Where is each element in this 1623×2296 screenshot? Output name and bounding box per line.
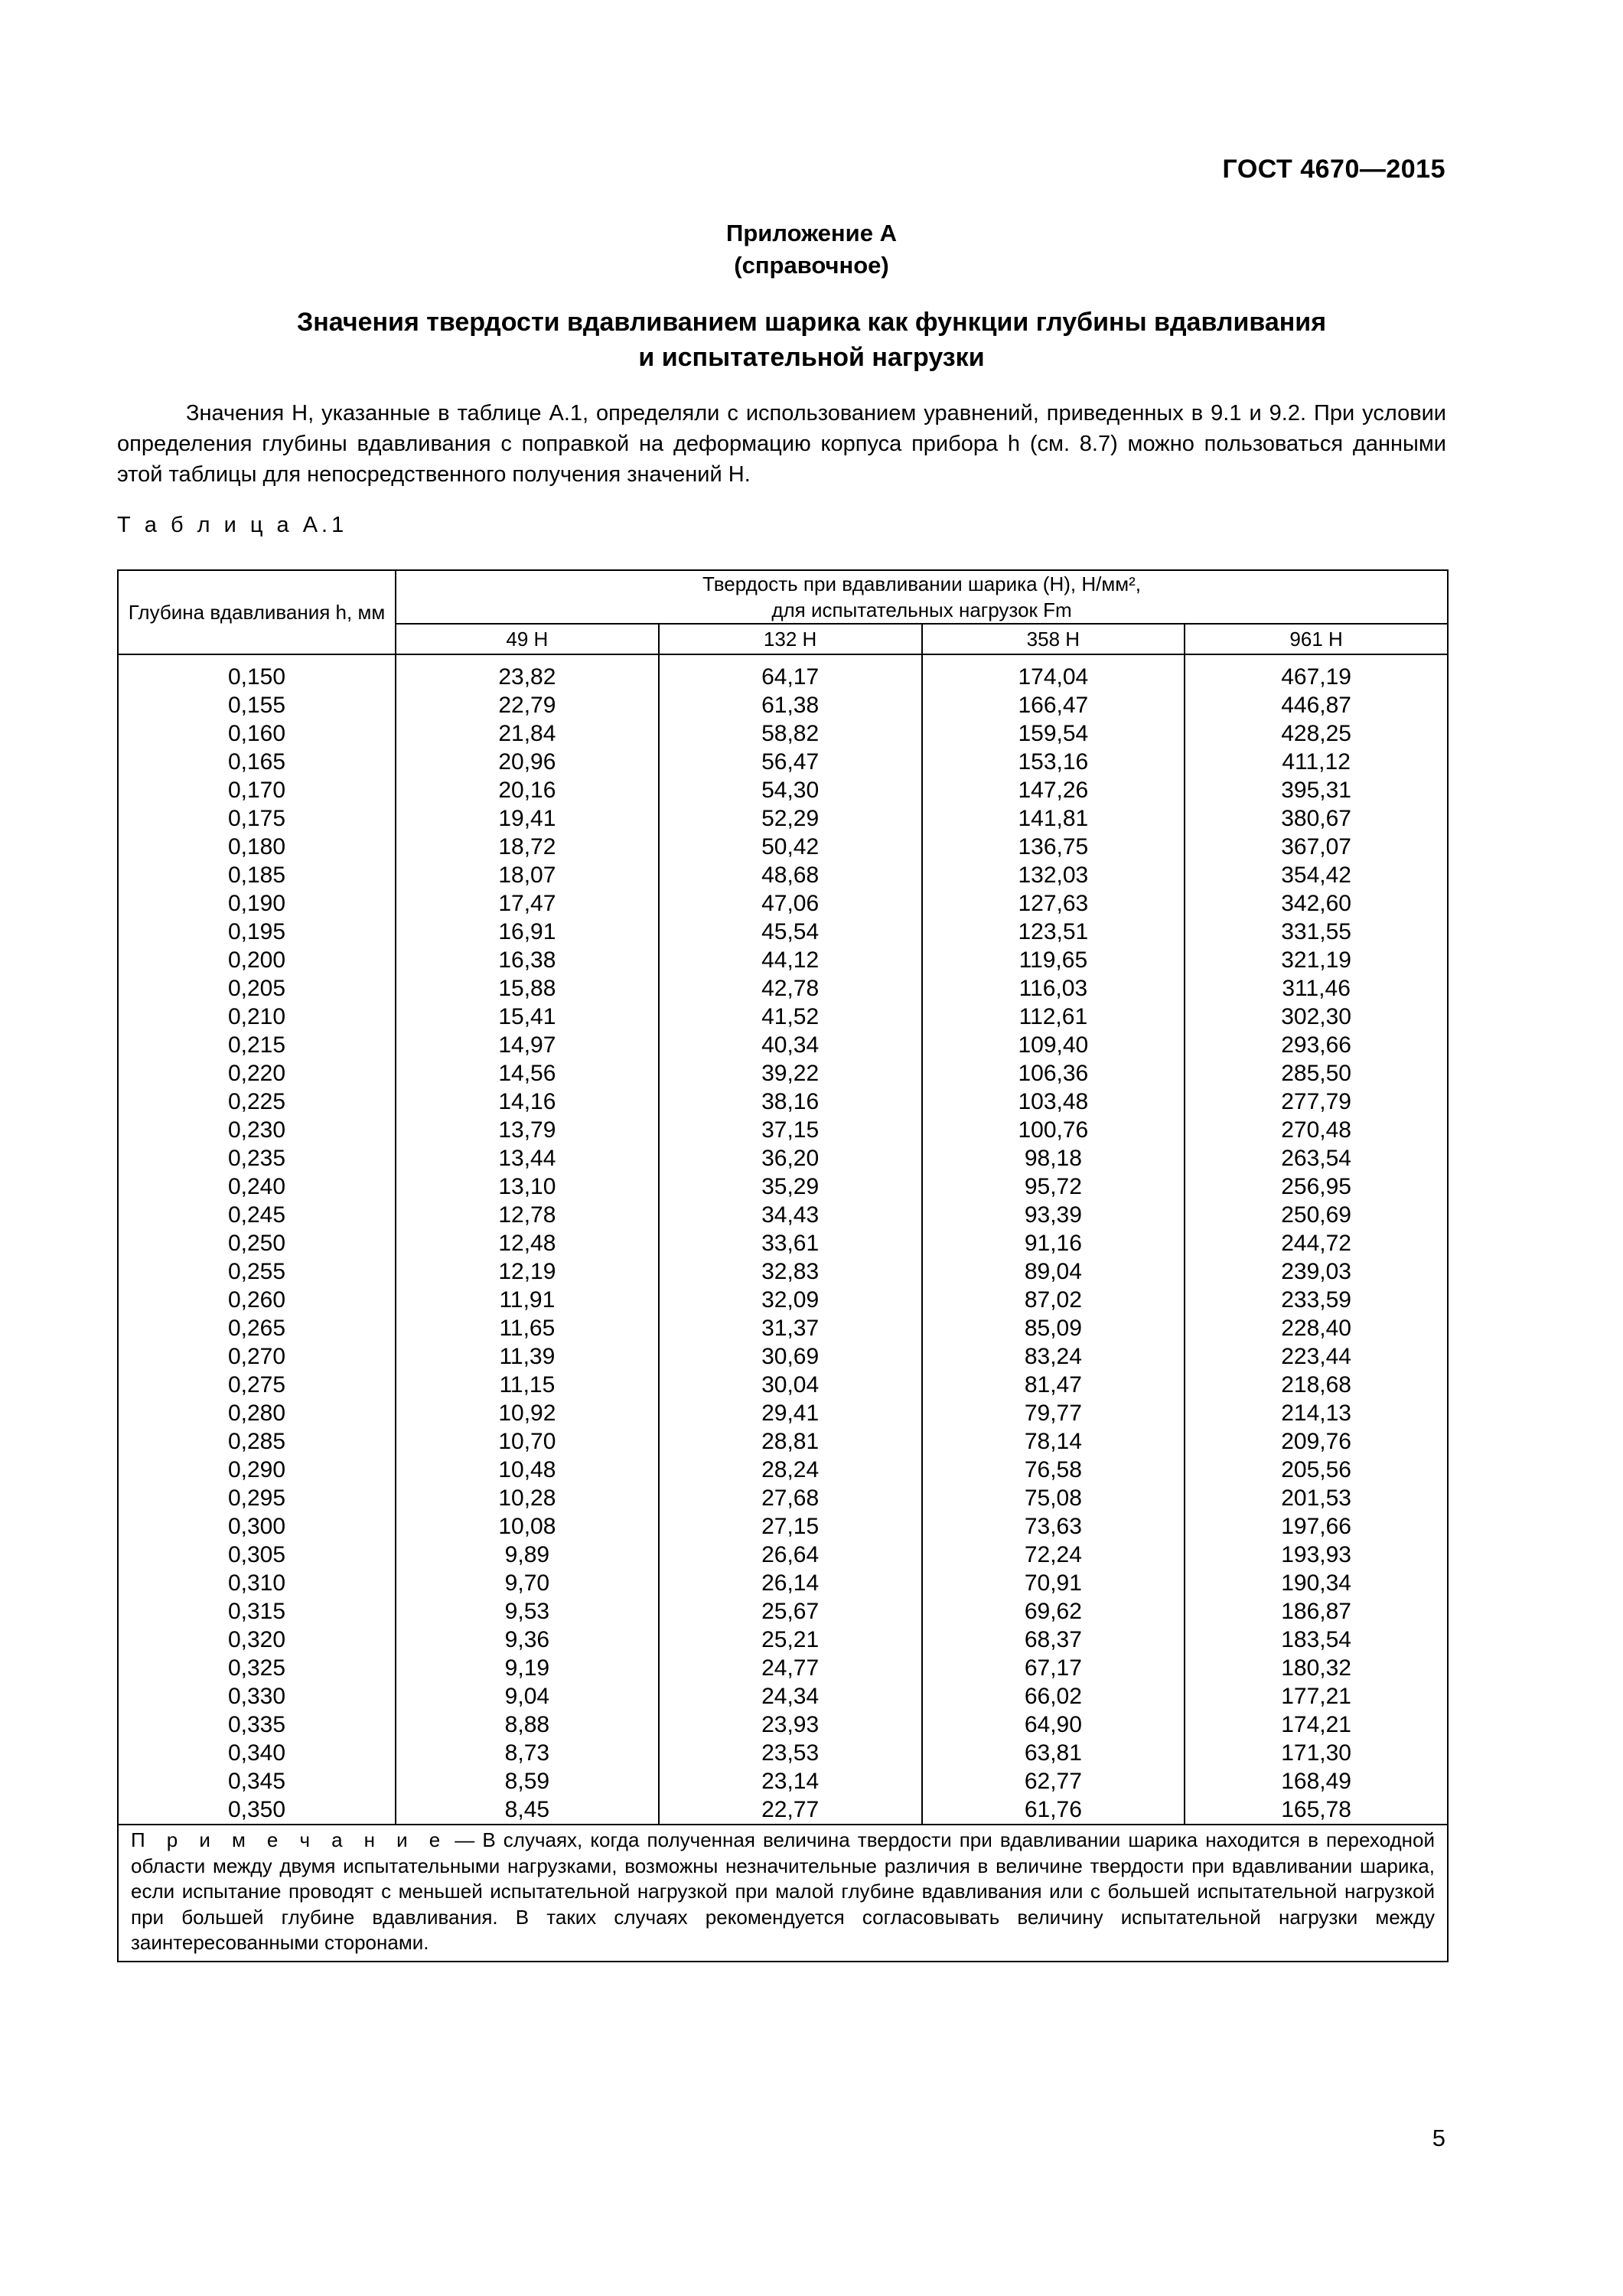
table-note — [118, 1825, 1448, 1962]
hardness-358n-cell: 123,51 — [922, 918, 1185, 946]
depth-cell: 0,210 — [118, 1003, 396, 1031]
hardness-49n-cell: 9,70 — [396, 1569, 659, 1597]
depth-cell: 0,330 — [118, 1682, 396, 1711]
hardness-132n-cell: 24,77 — [659, 1654, 922, 1682]
hardness-961n-cell: 244,72 — [1185, 1229, 1448, 1257]
depth-cell: 0,225 — [118, 1088, 396, 1116]
hardness-961n-cell: 218,68 — [1185, 1371, 1448, 1399]
hardness-132n-cell: 52,29 — [659, 804, 922, 833]
table-row — [118, 1314, 1448, 1342]
hardness-132n-cell: 48,68 — [659, 861, 922, 889]
hardness-49n-cell: 10,28 — [396, 1484, 659, 1512]
hardness-961n-cell: 233,59 — [1185, 1286, 1448, 1314]
depth-cell: 0,240 — [118, 1172, 396, 1201]
table-row — [118, 1597, 1448, 1626]
hardness-132n-cell: 29,41 — [659, 1399, 922, 1427]
depth-cell: 0,310 — [118, 1569, 396, 1597]
depth-header-text: Глубина вдавливания h, мм — [128, 601, 386, 624]
hardness-49n-cell: 11,91 — [396, 1286, 659, 1314]
hardness-132n-cell: 45,54 — [659, 918, 922, 946]
hardness-49n-cell: 13,79 — [396, 1116, 659, 1144]
depth-cell: 0,170 — [118, 776, 396, 804]
note-label: П р и м е ч а н и е — [131, 1828, 448, 1851]
depth-cell: 0,285 — [118, 1427, 396, 1456]
hardness-961n-cell: 302,30 — [1185, 1003, 1448, 1031]
hardness-49n-cell: 18,07 — [396, 861, 659, 889]
depth-column-header — [118, 570, 396, 654]
hardness-group-header — [396, 570, 1448, 624]
hardness-358n-cell: 106,36 — [922, 1059, 1185, 1088]
hardness-132n-cell: 58,82 — [659, 719, 922, 748]
hardness-961n-cell: 209,76 — [1185, 1427, 1448, 1456]
hardness-358n-cell: 93,39 — [922, 1201, 1185, 1229]
hardness-132n-cell: 28,81 — [659, 1427, 922, 1456]
hardness-961n-cell: 321,19 — [1185, 946, 1448, 974]
hardness-358n-cell: 67,17 — [922, 1654, 1185, 1682]
hardness-358n-cell: 64,90 — [922, 1711, 1185, 1739]
depth-cell: 0,155 — [118, 691, 396, 719]
depth-cell: 0,245 — [118, 1201, 396, 1229]
hardness-358n-cell: 87,02 — [922, 1286, 1185, 1314]
depth-cell: 0,180 — [118, 833, 396, 861]
hardness-49n-cell: 8,73 — [396, 1739, 659, 1767]
load-column-header: 49 Н — [396, 624, 659, 654]
hardness-358n-cell: 103,48 — [922, 1088, 1185, 1116]
hardness-358n-cell: 147,26 — [922, 776, 1185, 804]
hardness-961n-cell: 190,34 — [1185, 1569, 1448, 1597]
hardness-49n-cell: 10,70 — [396, 1427, 659, 1456]
depth-cell: 0,265 — [118, 1314, 396, 1342]
table-row — [118, 833, 1448, 861]
hardness-49n-cell: 20,16 — [396, 776, 659, 804]
hardness-132n-cell: 30,69 — [659, 1342, 922, 1371]
hardness-49n-cell: 17,47 — [396, 889, 659, 918]
hardness-358n-cell: 100,76 — [922, 1116, 1185, 1144]
table-row — [118, 974, 1448, 1003]
hardness-961n-cell: 277,79 — [1185, 1088, 1448, 1116]
table-row — [118, 1654, 1448, 1682]
table-row — [118, 654, 1448, 691]
table-row — [118, 1088, 1448, 1116]
hardness-961n-cell: 428,25 — [1185, 719, 1448, 748]
hardness-132n-cell: 56,47 — [659, 748, 922, 776]
hardness-132n-cell: 42,78 — [659, 974, 922, 1003]
hardness-961n-cell: 193,93 — [1185, 1541, 1448, 1569]
hardness-49n-cell: 14,56 — [396, 1059, 659, 1088]
hardness-961n-cell: 205,56 — [1185, 1456, 1448, 1484]
hardness-961n-cell: 263,54 — [1185, 1144, 1448, 1172]
load-column-header: 132 Н — [659, 624, 922, 654]
depth-cell: 0,270 — [118, 1342, 396, 1371]
table-row — [118, 1201, 1448, 1229]
hardness-49n-cell: 8,45 — [396, 1795, 659, 1825]
table-row — [118, 1427, 1448, 1456]
hardness-358n-cell: 89,04 — [922, 1257, 1185, 1286]
hardness-961n-cell: 342,60 — [1185, 889, 1448, 918]
title-line-2: и испытательной нагрузки — [638, 343, 985, 372]
depth-cell: 0,255 — [118, 1257, 396, 1286]
depth-cell: 0,315 — [118, 1597, 396, 1626]
depth-cell: 0,230 — [118, 1116, 396, 1144]
table-row — [118, 1767, 1448, 1795]
hardness-132n-cell: 44,12 — [659, 946, 922, 974]
table-row — [118, 1512, 1448, 1541]
hardness-961n-cell: 214,13 — [1185, 1399, 1448, 1427]
hardness-49n-cell: 12,19 — [396, 1257, 659, 1286]
hardness-132n-cell: 64,17 — [659, 654, 922, 691]
hardness-358n-cell: 109,40 — [922, 1031, 1185, 1059]
hardness-961n-cell: 250,69 — [1185, 1201, 1448, 1229]
depth-cell: 0,350 — [118, 1795, 396, 1825]
table-row — [118, 1371, 1448, 1399]
hardness-132n-cell: 47,06 — [659, 889, 922, 918]
hardness-358n-cell: 116,03 — [922, 974, 1185, 1003]
table-row — [118, 1541, 1448, 1569]
hardness-358n-cell: 141,81 — [922, 804, 1185, 833]
hardness-358n-cell: 70,91 — [922, 1569, 1185, 1597]
hardness-961n-cell: 446,87 — [1185, 691, 1448, 719]
table-row — [118, 1682, 1448, 1711]
hardness-961n-cell: 331,55 — [1185, 918, 1448, 946]
hardness-49n-cell: 9,36 — [396, 1626, 659, 1654]
hardness-132n-cell: 23,53 — [659, 1739, 922, 1767]
hardness-49n-cell: 9,53 — [396, 1597, 659, 1626]
hardness-132n-cell: 32,09 — [659, 1286, 922, 1314]
table-row — [118, 1229, 1448, 1257]
appendix-heading — [0, 217, 1623, 282]
table-row — [118, 1059, 1448, 1088]
hardness-961n-cell: 223,44 — [1185, 1342, 1448, 1371]
hardness-132n-cell: 26,64 — [659, 1541, 922, 1569]
hardness-358n-cell: 69,62 — [922, 1597, 1185, 1626]
hardness-961n-cell: 174,21 — [1185, 1711, 1448, 1739]
hardness-358n-cell: 166,47 — [922, 691, 1185, 719]
table-row — [118, 1342, 1448, 1371]
hardness-49n-cell: 16,38 — [396, 946, 659, 974]
hardness-49n-cell: 16,91 — [396, 918, 659, 946]
hardness-358n-cell: 153,16 — [922, 748, 1185, 776]
hardness-961n-cell: 256,95 — [1185, 1172, 1448, 1201]
hardness-49n-cell: 11,39 — [396, 1342, 659, 1371]
hardness-358n-cell: 136,75 — [922, 833, 1185, 861]
hardness-961n-cell: 367,07 — [1185, 833, 1448, 861]
table-row — [118, 1456, 1448, 1484]
hardness-358n-cell: 83,24 — [922, 1342, 1185, 1371]
hardness-961n-cell: 168,49 — [1185, 1767, 1448, 1795]
hardness-132n-cell: 50,42 — [659, 833, 922, 861]
load-column-header: 961 Н — [1185, 624, 1448, 654]
hardness-132n-cell: 41,52 — [659, 1003, 922, 1031]
depth-cell: 0,250 — [118, 1229, 396, 1257]
hardness-961n-cell: 285,50 — [1185, 1059, 1448, 1088]
hardness-132n-cell: 31,37 — [659, 1314, 922, 1342]
hardness-961n-cell: 228,40 — [1185, 1314, 1448, 1342]
hardness-132n-cell: 30,04 — [659, 1371, 922, 1399]
hardness-132n-cell: 39,22 — [659, 1059, 922, 1088]
hardness-358n-cell: 75,08 — [922, 1484, 1185, 1512]
appendix-title: Приложение А — [726, 220, 897, 246]
hardness-961n-cell: 354,42 — [1185, 861, 1448, 889]
group-header-line-1: Твердость при вдавливании шарика (Н), Н/мм², — [702, 572, 1141, 595]
hardness-358n-cell: 91,16 — [922, 1229, 1185, 1257]
hardness-358n-cell: 98,18 — [922, 1144, 1185, 1172]
table-row — [118, 719, 1448, 748]
hardness-132n-cell: 28,24 — [659, 1456, 922, 1484]
hardness-49n-cell: 14,16 — [396, 1088, 659, 1116]
hardness-961n-cell: 239,03 — [1185, 1257, 1448, 1286]
title-line-1: Значения твердости вдавливанием шарика как функции глубины вдавливания — [296, 308, 1327, 337]
hardness-49n-cell: 9,04 — [396, 1682, 659, 1711]
hardness-358n-cell: 127,63 — [922, 889, 1185, 918]
hardness-132n-cell: 23,93 — [659, 1711, 922, 1739]
load-column-header: 358 Н — [922, 624, 1185, 654]
hardness-961n-cell: 197,66 — [1185, 1512, 1448, 1541]
depth-cell: 0,320 — [118, 1626, 396, 1654]
hardness-49n-cell: 10,92 — [396, 1399, 659, 1427]
hardness-49n-cell: 12,78 — [396, 1201, 659, 1229]
hardness-358n-cell: 119,65 — [922, 946, 1185, 974]
table-row — [118, 1116, 1448, 1144]
hardness-132n-cell: 37,15 — [659, 1116, 922, 1144]
hardness-49n-cell: 18,72 — [396, 833, 659, 861]
depth-cell: 0,335 — [118, 1711, 396, 1739]
hardness-132n-cell: 33,61 — [659, 1229, 922, 1257]
hardness-132n-cell: 61,38 — [659, 691, 922, 719]
hardness-49n-cell: 9,89 — [396, 1541, 659, 1569]
table-row — [118, 1286, 1448, 1314]
hardness-358n-cell: 132,03 — [922, 861, 1185, 889]
table-row — [118, 1144, 1448, 1172]
table-row — [118, 1257, 1448, 1286]
hardness-49n-cell: 8,88 — [396, 1711, 659, 1739]
table-row — [118, 889, 1448, 918]
hardness-49n-cell: 20,96 — [396, 748, 659, 776]
table-note-row — [118, 1825, 1448, 1962]
hardness-358n-cell: 61,76 — [922, 1795, 1185, 1825]
depth-cell: 0,290 — [118, 1456, 396, 1484]
intro-paragraph — [117, 398, 1446, 490]
table-row — [118, 1484, 1448, 1512]
hardness-358n-cell: 68,37 — [922, 1626, 1185, 1654]
hardness-358n-cell: 85,09 — [922, 1314, 1185, 1342]
hardness-961n-cell: 180,32 — [1185, 1654, 1448, 1682]
table-row — [118, 691, 1448, 719]
table-row — [118, 1739, 1448, 1767]
depth-cell: 0,280 — [118, 1399, 396, 1427]
hardness-table-container — [117, 569, 1449, 1962]
table-row — [118, 804, 1448, 833]
depth-cell: 0,340 — [118, 1739, 396, 1767]
hardness-49n-cell: 10,08 — [396, 1512, 659, 1541]
table-row — [118, 1399, 1448, 1427]
hardness-358n-cell: 76,58 — [922, 1456, 1185, 1484]
hardness-49n-cell: 9,19 — [396, 1654, 659, 1682]
depth-cell: 0,325 — [118, 1654, 396, 1682]
hardness-49n-cell: 8,59 — [396, 1767, 659, 1795]
hardness-961n-cell: 293,66 — [1185, 1031, 1448, 1059]
hardness-132n-cell: 35,29 — [659, 1172, 922, 1201]
hardness-49n-cell: 13,44 — [396, 1144, 659, 1172]
intro-text: Значения H, указанные в таблице А.1, определяли с использованием уравнений, приведенных в 9.1 и 9.2. При условии определения глубины вдавливания с поправкой на деформацию корпуса прибора h (см. 8.7) можно пользоваться данными этой таблицы для непосредственного получения значений Н. — [117, 401, 1446, 487]
appendix-type: (справочное) — [734, 252, 889, 279]
table-row — [118, 1795, 1448, 1825]
hardness-49n-cell: 15,88 — [396, 974, 659, 1003]
hardness-132n-cell: 23,14 — [659, 1767, 922, 1795]
hardness-358n-cell: 112,61 — [922, 1003, 1185, 1031]
depth-cell: 0,205 — [118, 974, 396, 1003]
table-caption: Т а б л и ц а А.1 — [117, 513, 348, 537]
hardness-132n-cell: 26,14 — [659, 1569, 922, 1597]
hardness-132n-cell: 36,20 — [659, 1144, 922, 1172]
depth-cell: 0,165 — [118, 748, 396, 776]
depth-cell: 0,195 — [118, 918, 396, 946]
hardness-132n-cell: 38,16 — [659, 1088, 922, 1116]
depth-cell: 0,185 — [118, 861, 396, 889]
hardness-358n-cell: 95,72 — [922, 1172, 1185, 1201]
hardness-49n-cell: 14,97 — [396, 1031, 659, 1059]
hardness-358n-cell: 73,63 — [922, 1512, 1185, 1541]
page-title — [0, 305, 1623, 375]
hardness-358n-cell: 78,14 — [922, 1427, 1185, 1456]
hardness-961n-cell: 411,12 — [1185, 748, 1448, 776]
depth-cell: 0,160 — [118, 719, 396, 748]
depth-cell: 0,215 — [118, 1031, 396, 1059]
depth-cell: 0,150 — [118, 654, 396, 691]
hardness-358n-cell: 72,24 — [922, 1541, 1185, 1569]
table-row — [118, 748, 1448, 776]
hardness-961n-cell: 171,30 — [1185, 1739, 1448, 1767]
hardness-358n-cell: 62,77 — [922, 1767, 1185, 1795]
depth-cell: 0,235 — [118, 1144, 396, 1172]
hardness-132n-cell: 24,34 — [659, 1682, 922, 1711]
hardness-132n-cell: 54,30 — [659, 776, 922, 804]
hardness-132n-cell: 32,83 — [659, 1257, 922, 1286]
hardness-358n-cell: 63,81 — [922, 1739, 1185, 1767]
table-row — [118, 946, 1448, 974]
depth-cell: 0,300 — [118, 1512, 396, 1541]
hardness-132n-cell: 25,21 — [659, 1626, 922, 1654]
table-row — [118, 1031, 1448, 1059]
table-row — [118, 776, 1448, 804]
hardness-132n-cell: 27,68 — [659, 1484, 922, 1512]
page-number: 5 — [1432, 2125, 1445, 2151]
hardness-49n-cell: 22,79 — [396, 691, 659, 719]
hardness-358n-cell: 81,47 — [922, 1371, 1185, 1399]
hardness-132n-cell: 27,15 — [659, 1512, 922, 1541]
depth-cell: 0,295 — [118, 1484, 396, 1512]
hardness-961n-cell: 270,48 — [1185, 1116, 1448, 1144]
table-row — [118, 1711, 1448, 1739]
hardness-132n-cell: 40,34 — [659, 1031, 922, 1059]
table-row — [118, 918, 1448, 946]
depth-cell: 0,345 — [118, 1767, 396, 1795]
hardness-961n-cell: 201,53 — [1185, 1484, 1448, 1512]
hardness-132n-cell: 22,77 — [659, 1795, 922, 1825]
standard-number: ГОСТ 4670—2015 — [1222, 155, 1445, 184]
depth-cell: 0,175 — [118, 804, 396, 833]
table-row — [118, 1003, 1448, 1031]
hardness-132n-cell: 34,43 — [659, 1201, 922, 1229]
table-row — [118, 1626, 1448, 1654]
depth-cell: 0,190 — [118, 889, 396, 918]
hardness-961n-cell: 165,78 — [1185, 1795, 1448, 1825]
hardness-961n-cell: 186,87 — [1185, 1597, 1448, 1626]
depth-cell: 0,220 — [118, 1059, 396, 1088]
hardness-961n-cell: 395,31 — [1185, 776, 1448, 804]
hardness-49n-cell: 12,48 — [396, 1229, 659, 1257]
hardness-132n-cell: 25,67 — [659, 1597, 922, 1626]
note-text: — В случаях, когда полученная величина твердости при вдавливании шарика находится в переходной области между двумя испытательными нагрузками, возможны незначительные различия в величине твердости при вдавливании шарика, если испытание проводят с меньшей испытательной нагрузкой при малой глубине вдавливания или с большей испытательной нагрузкой при большей глубине вдавливания. В таких случаях рекомендуется согласовывать величину испытательной нагрузки между заинтересованными сторонами. — [131, 1828, 1435, 1954]
hardness-961n-cell: 177,21 — [1185, 1682, 1448, 1711]
table-body — [118, 654, 1448, 1825]
depth-cell: 0,305 — [118, 1541, 396, 1569]
hardness-961n-cell: 183,54 — [1185, 1626, 1448, 1654]
depth-cell: 0,200 — [118, 946, 396, 974]
table-row — [118, 1569, 1448, 1597]
depth-cell: 0,260 — [118, 1286, 396, 1314]
hardness-358n-cell: 79,77 — [922, 1399, 1185, 1427]
hardness-49n-cell: 23,82 — [396, 654, 659, 691]
table-row — [118, 1172, 1448, 1201]
hardness-table — [117, 569, 1449, 1962]
hardness-49n-cell: 11,15 — [396, 1371, 659, 1399]
hardness-961n-cell: 311,46 — [1185, 974, 1448, 1003]
hardness-49n-cell: 11,65 — [396, 1314, 659, 1342]
hardness-49n-cell: 19,41 — [396, 804, 659, 833]
depth-cell: 0,275 — [118, 1371, 396, 1399]
group-header-line-2: для испытательных нагрузок Fm — [771, 598, 1072, 621]
table-row — [118, 861, 1448, 889]
hardness-358n-cell: 66,02 — [922, 1682, 1185, 1711]
hardness-49n-cell: 21,84 — [396, 719, 659, 748]
hardness-961n-cell: 467,19 — [1185, 654, 1448, 691]
hardness-49n-cell: 10,48 — [396, 1456, 659, 1484]
hardness-49n-cell: 15,41 — [396, 1003, 659, 1031]
hardness-358n-cell: 174,04 — [922, 654, 1185, 691]
hardness-961n-cell: 380,67 — [1185, 804, 1448, 833]
hardness-358n-cell: 159,54 — [922, 719, 1185, 748]
hardness-49n-cell: 13,10 — [396, 1172, 659, 1201]
